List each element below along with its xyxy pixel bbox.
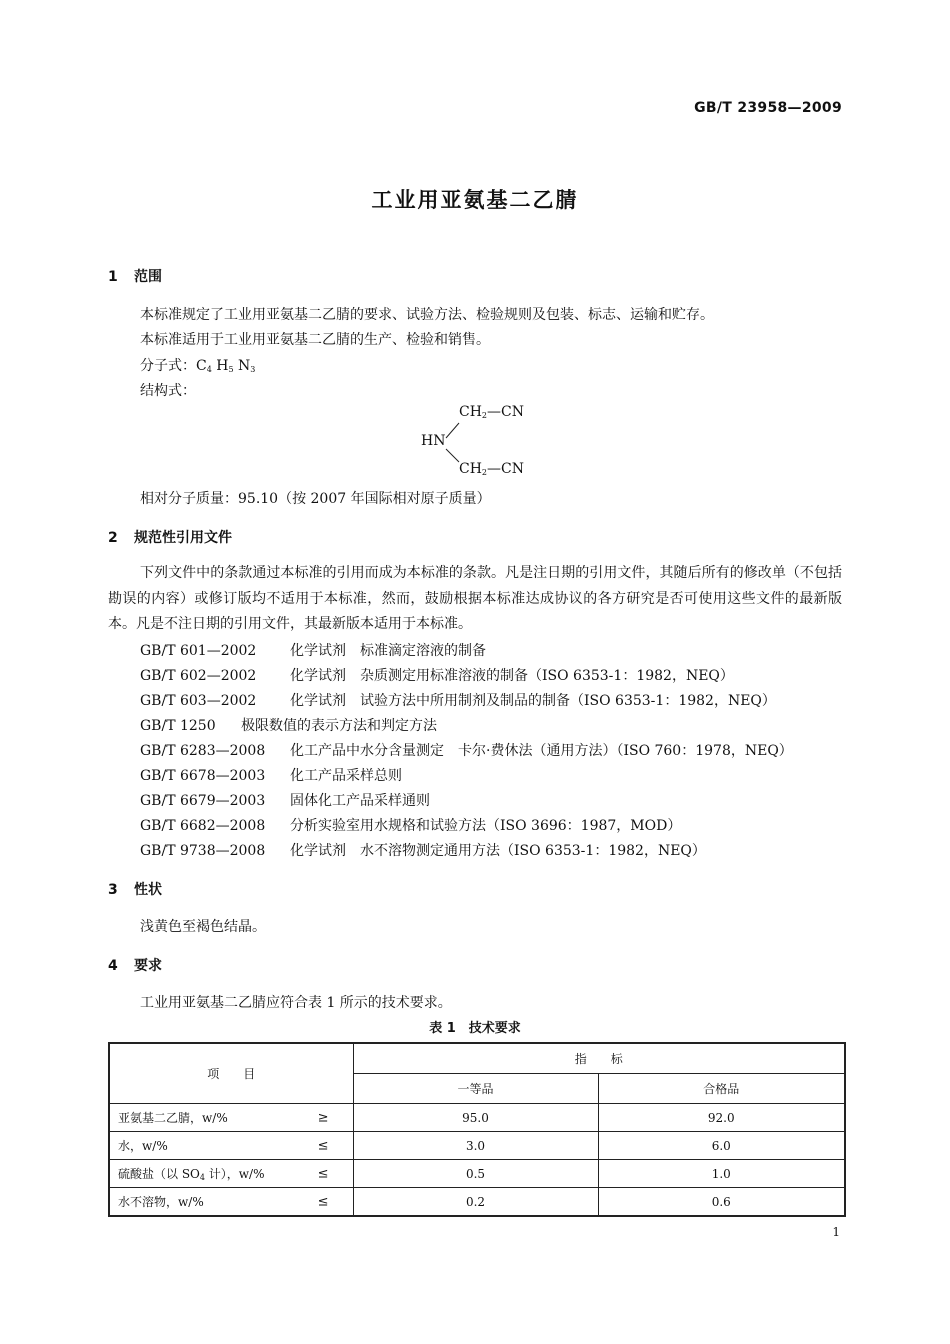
references-intro: 下列文件中的条款通过本标准的引用而成为本标准的条款。凡是注日期的引用文件，其随后所有的修改单（不包括勘误的内容）或修订版均不适用于本标准，然而，鼓励根据本标准达成协议的各方研究是否可使用这些文件的最新版本。凡是不注日期的引用文件，其最新版本适用于本标准。 [108, 565, 842, 632]
row-first-grade: 0.2 [353, 1188, 598, 1217]
reference-code: GB/T 1250 [140, 718, 216, 734]
bond-lower [446, 449, 459, 462]
row-first-grade: 95.0 [353, 1104, 598, 1132]
requirements-paragraph: 工业用亚氨基二乙腈应符合表 1 所示的技术要求。 [140, 995, 452, 1011]
section-3-heading [108, 879, 162, 899]
row-item [109, 1188, 353, 1217]
section-title: 性状 [134, 882, 162, 898]
properties-paragraph: 浅黄色至褐色结晶。 [140, 919, 266, 935]
reference-item [140, 815, 681, 835]
reference-text: 化学试剂 杂质测定用标准溶液的制备（ISO 6353-1：1982，NEQ） [290, 668, 734, 684]
structural-formula-label: 结构式： [140, 383, 196, 399]
formula-n-count: 3 [250, 365, 256, 374]
formula-n: N [238, 358, 251, 374]
formula-h: H [216, 358, 229, 374]
reference-item [140, 665, 734, 685]
molecular-formula [140, 355, 255, 375]
row-item-label: 水，w/% [118, 1139, 168, 1153]
section-title: 范围 [134, 269, 162, 285]
reference-item [140, 640, 486, 660]
row-qualified: 0.6 [598, 1188, 845, 1217]
reference-code: GB/T 603—2002 [140, 693, 257, 709]
section-1-heading [108, 266, 162, 286]
structure-hn: HN [421, 433, 446, 449]
section-title: 规范性引用文件 [134, 530, 232, 546]
row-qualified: 1.0 [598, 1160, 845, 1188]
reference-code: GB/T 602—2002 [140, 668, 257, 684]
reference-text: 固体化工产品采样通则 [290, 793, 430, 809]
row-item-subscript: 4 [199, 1173, 205, 1182]
structure-top-group [459, 404, 524, 420]
header-item: 项 目 [109, 1043, 353, 1104]
row-item-label: 水不溶物，w/% [118, 1195, 204, 1209]
row-item [109, 1132, 353, 1160]
section-title: 要求 [134, 958, 162, 974]
row-operator: ≤ [317, 1194, 329, 1209]
formula-c: C [196, 358, 207, 374]
structure-bottom-cn: —CN [487, 461, 524, 477]
row-item [109, 1104, 353, 1132]
reference-code: GB/T 6678—2003 [140, 768, 266, 784]
reference-text: 分析实验室用水规格和试验方法（ISO 3696：1987，MOD） [290, 818, 682, 834]
structure-top-ch: CH [459, 404, 482, 420]
reference-item [140, 715, 437, 735]
structure-top-sub: 2 [481, 411, 488, 420]
reference-code: GB/T 9738—2008 [140, 843, 266, 859]
formula-h-count: 5 [228, 365, 234, 374]
formula-label: 分子式： [140, 358, 196, 374]
table-row [109, 1188, 845, 1217]
reference-item [140, 790, 430, 810]
section-number: 4 [108, 958, 118, 974]
table-header-row [109, 1043, 845, 1074]
reference-item [140, 690, 776, 710]
scope-paragraph-2: 本标准适用于工业用亚氨基二乙腈的生产、检验和销售。 [140, 332, 490, 348]
reference-text: 化学试剂 水不溶物测定通用方法（ISO 6353-1：1982，NEQ） [290, 843, 706, 859]
structure-bottom-group [459, 461, 524, 477]
table-row [109, 1132, 845, 1160]
reference-text: 化学试剂 试验方法中所用制剂及制品的制备（ISO 6353-1：1982，NEQ） [290, 693, 776, 709]
molecular-mass: 相对分子质量：95.10（按 2007 年国际相对原子质量） [140, 491, 491, 507]
row-operator: ≤ [317, 1166, 329, 1181]
row-first-grade: 3.0 [353, 1132, 598, 1160]
header-index: 指 标 [353, 1043, 845, 1074]
row-item-label-suffix: 计），w/% [204, 1167, 265, 1181]
reference-item [140, 840, 706, 860]
reference-code: GB/T 6283—2008 [140, 743, 266, 759]
row-item [109, 1160, 353, 1188]
reference-text: 化工产品采样总则 [290, 768, 402, 784]
row-operator: ≤ [317, 1138, 329, 1153]
table-row [109, 1104, 845, 1132]
section-number: 3 [108, 882, 118, 898]
reference-code: GB/T 6679—2003 [140, 793, 266, 809]
section-2-heading [108, 527, 232, 547]
section-4-heading [108, 955, 162, 975]
reference-text: 化学试剂 标准滴定溶液的制备 [290, 643, 486, 659]
reference-item [140, 765, 402, 785]
page-number: 1 [832, 1225, 840, 1239]
reference-code: GB/T 601—2002 [140, 643, 257, 659]
technical-requirements-table [108, 1042, 846, 1217]
structure-bottom-ch: CH [459, 461, 482, 477]
standard-code: GB/T 23958—2009 [694, 100, 842, 116]
table-row [109, 1160, 845, 1188]
header-qualified: 合格品 [598, 1074, 845, 1104]
table-1-title: 表 1 技术要求 [429, 1021, 521, 1036]
row-qualified: 92.0 [598, 1104, 845, 1132]
section-number: 1 [108, 269, 118, 285]
section-number: 2 [108, 530, 118, 546]
row-item-label: 硫酸盐（以 SO [118, 1167, 200, 1181]
document-title: 工业用亚氨基二乙腈 [371, 188, 579, 212]
structure-top-cn: —CN [487, 404, 524, 420]
bond-upper [446, 423, 459, 438]
reference-item [140, 740, 793, 760]
structure-bonds [440, 418, 464, 466]
row-qualified: 6.0 [598, 1132, 845, 1160]
reference-code: GB/T 6682—2008 [140, 818, 266, 834]
structure-bottom-sub: 2 [481, 468, 488, 477]
row-item-label: 亚氨基二乙腈，w/% [118, 1111, 228, 1125]
scope-paragraph-1: 本标准规定了工业用亚氨基二乙腈的要求、试验方法、检验规则及包装、标志、运输和贮存。 [140, 307, 714, 323]
formula-c-count: 4 [206, 365, 212, 374]
row-operator: ≥ [317, 1110, 329, 1125]
reference-text: 极限数值的表示方法和判定方法 [241, 718, 437, 734]
header-first-grade: 一等品 [353, 1074, 598, 1104]
reference-text: 化工产品中水分含量测定 卡尔·费休法（通用方法）（ISO 760：1978，NEQ） [290, 743, 793, 759]
row-first-grade: 0.5 [353, 1160, 598, 1188]
